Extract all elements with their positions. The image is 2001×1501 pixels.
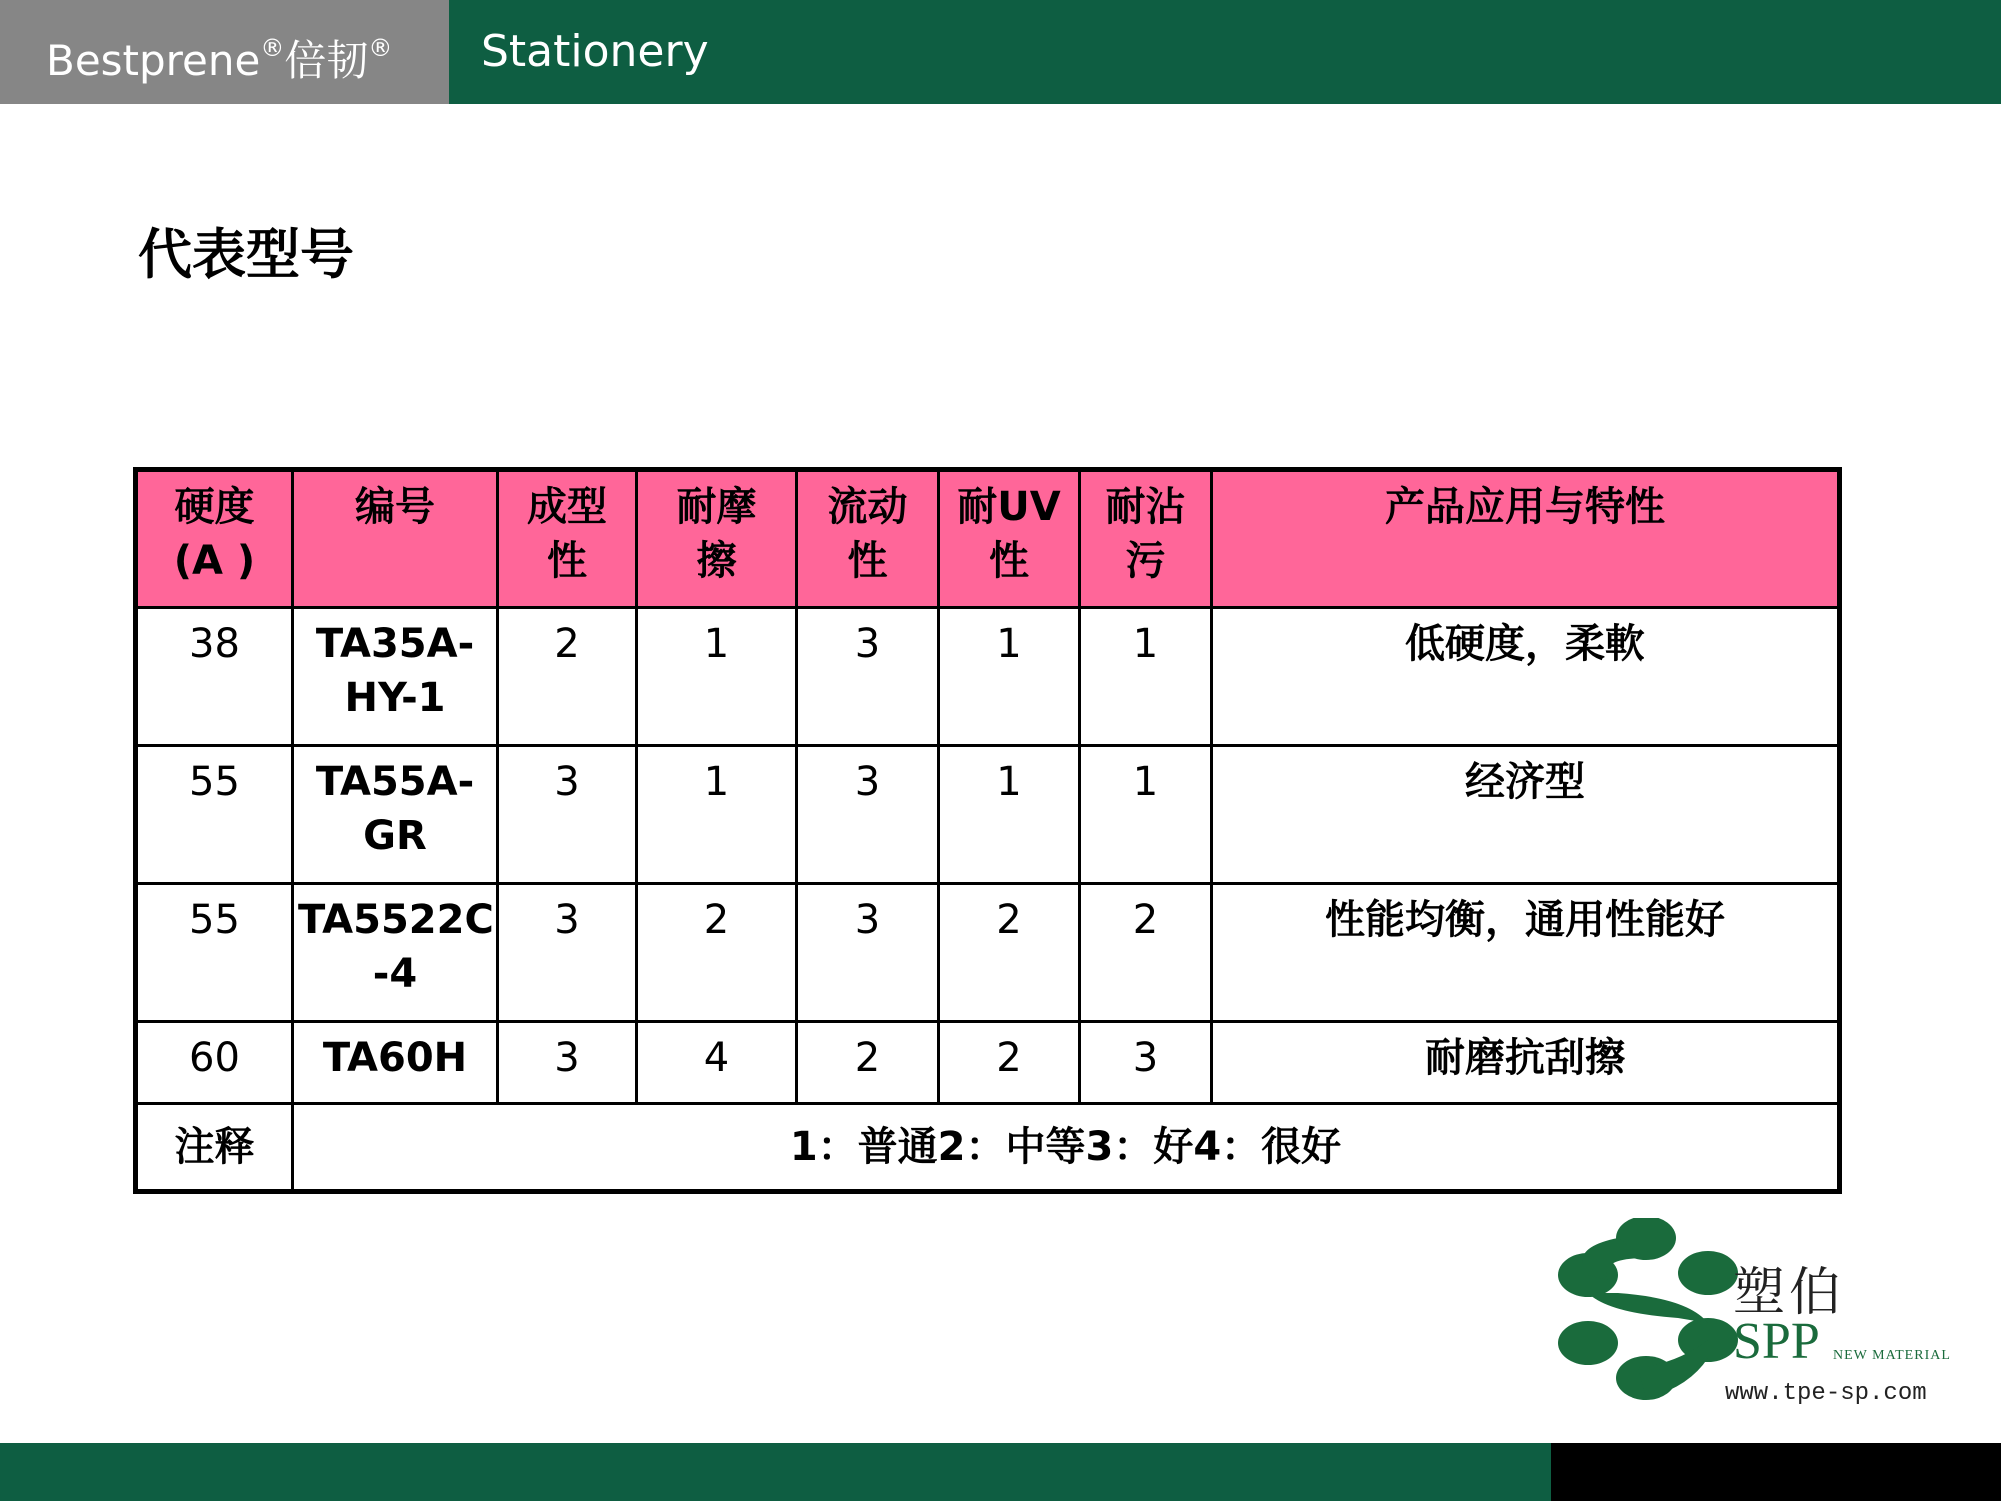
- cell-uv: 1: [939, 608, 1080, 746]
- page-title: 代表型号: [138, 223, 354, 286]
- brand-registered-mark: ®: [260, 34, 285, 62]
- cell-stain: 2: [1080, 884, 1212, 1022]
- cell-molding: 3: [498, 746, 637, 884]
- cell-uv: 2: [939, 1022, 1080, 1104]
- cell-abrasion: 2: [637, 884, 797, 1022]
- cell-flow: 2: [797, 1022, 939, 1104]
- table-note-row: [136, 1104, 1840, 1192]
- cell-hardness: 38: [136, 608, 293, 746]
- header-molding: 成型 性: [498, 470, 637, 608]
- header-stain: 耐沾 污: [1080, 470, 1212, 608]
- footer-bar: [0, 1443, 2001, 1501]
- cell-code: TA55A- GR: [293, 746, 498, 884]
- brand-box: [0, 0, 449, 104]
- header-uv: 耐UV 性: [939, 470, 1080, 608]
- cell-molding: 3: [498, 1022, 637, 1104]
- header-code: 编号: [293, 470, 498, 608]
- brand-name-cn: 倍韧: [284, 36, 369, 85]
- header-hardness: 硬度 (A ): [136, 470, 293, 608]
- cell-flow: 3: [797, 608, 939, 746]
- cell-hardness: 55: [136, 746, 293, 884]
- table-header-row: [136, 470, 1840, 608]
- logo-name-cn: 塑伯: [1733, 1263, 1846, 1323]
- cell-hardness: 55: [136, 884, 293, 1022]
- header-flow: 流动 性: [797, 470, 939, 608]
- cell-code: TA35A- HY-1: [293, 608, 498, 746]
- logo-url: www.tpe-sp.com: [1725, 1380, 1927, 1407]
- brand-name: Bestprene: [46, 36, 261, 85]
- cell-feature: 性能均衡，通用性能好: [1212, 884, 1840, 1022]
- cell-flow: 3: [797, 746, 939, 884]
- cell-stain: 1: [1080, 608, 1212, 746]
- cell-code: TA5522C -4: [293, 884, 498, 1022]
- table-row: [136, 884, 1840, 1022]
- note-label: 注释: [136, 1104, 293, 1192]
- cell-uv: 1: [939, 746, 1080, 884]
- logo-name-en: SPP: [1733, 1313, 1820, 1370]
- cell-stain: 1: [1080, 746, 1212, 884]
- cell-molding: 2: [498, 608, 637, 746]
- cell-code: TA60H: [293, 1022, 498, 1104]
- table-row: [136, 746, 1840, 884]
- header-abrasion: 耐摩 擦: [637, 470, 797, 608]
- product-spec-table: [133, 467, 1842, 1194]
- cell-feature: 耐磨抗刮擦: [1212, 1022, 1840, 1104]
- cell-uv: 2: [939, 884, 1080, 1022]
- table-row: [136, 608, 1840, 746]
- cell-stain: 3: [1080, 1022, 1212, 1104]
- table-row: [136, 1022, 1840, 1104]
- cell-abrasion: 4: [637, 1022, 797, 1104]
- cell-abrasion: 1: [637, 746, 797, 884]
- header-bar: [0, 0, 2001, 104]
- cell-flow: 3: [797, 884, 939, 1022]
- header-feature: 产品应用与特性: [1212, 470, 1840, 608]
- footer-bar-dark-segment: [1551, 1443, 2001, 1501]
- cell-hardness: 60: [136, 1022, 293, 1104]
- note-text: 1：普通2：中等3：好4：很好: [293, 1104, 1840, 1192]
- cell-abrasion: 1: [637, 608, 797, 746]
- brand-cn-registered-mark: ®: [368, 34, 393, 62]
- logo-tagline: NEW MATERIAL: [1833, 1348, 1951, 1363]
- cell-molding: 3: [498, 884, 637, 1022]
- cell-feature: 低硬度，柔軟: [1212, 608, 1840, 746]
- cell-feature: 经济型: [1212, 746, 1840, 884]
- section-title: Stationery: [481, 26, 709, 77]
